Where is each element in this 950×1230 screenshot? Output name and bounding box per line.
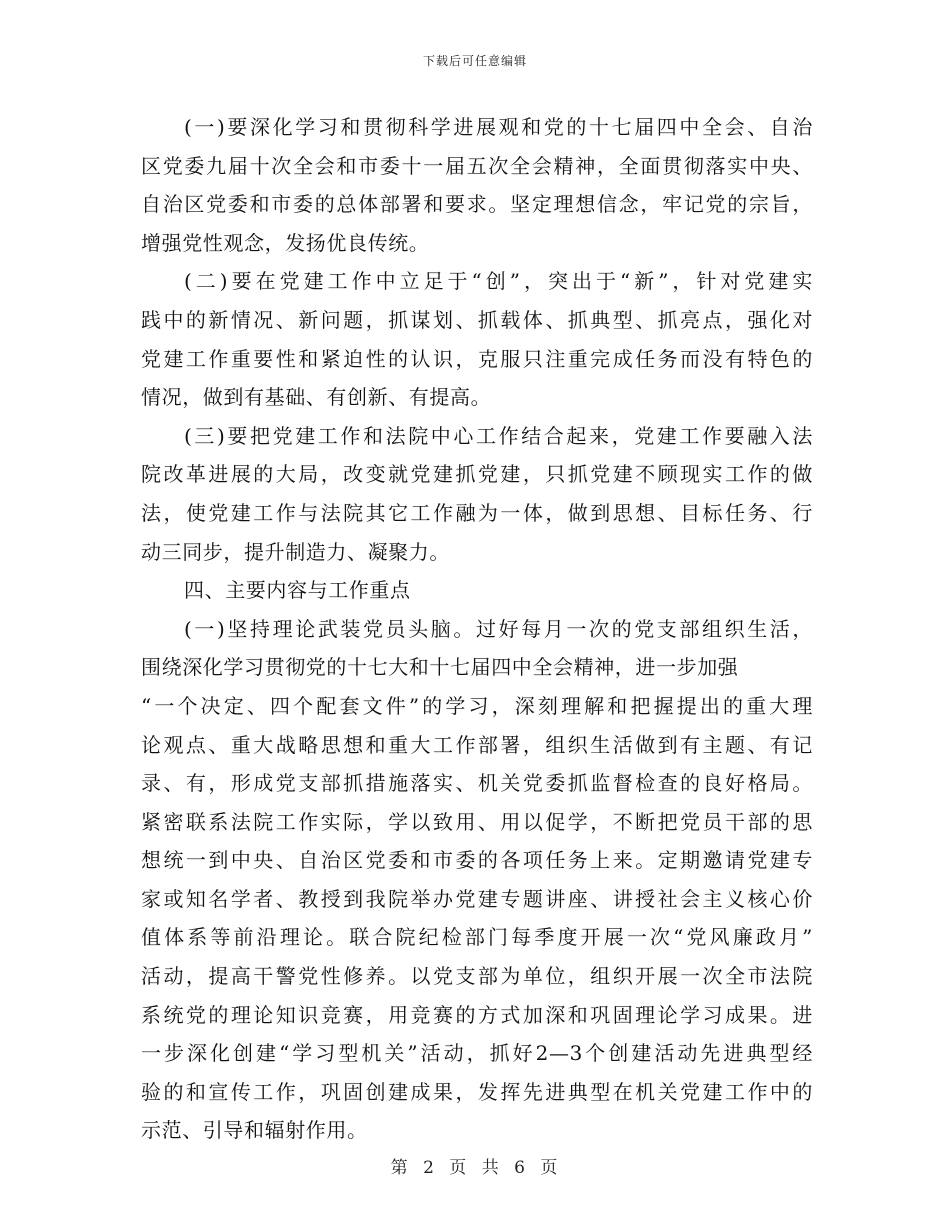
paragraph-line: “一个决定、四个配套文件”的学习，深刻理解和把握提出的重大理 (141, 693, 813, 718)
document-body (141, 108, 813, 1150)
paragraph-line: 围绕深化学习贯彻党的十七大和十七届四中全会精神，进一步加强 (141, 655, 739, 680)
paragraph-line: 值体系等前沿理论。联合院纪检部门每季度开展一次“党风廉政月” (141, 925, 813, 950)
paragraph-line: 党建工作重要性和紧迫性的认识，克服只注重完成任务而没有特色的 (141, 346, 813, 371)
paragraph-line: 一步深化创建“学习型机关”活动，抓好2—3个创建活动先进典型经 (141, 1041, 813, 1066)
paragraph-line: 紧密联系法院工作实际，学以致用、用以促学，不断把党员干部的思 (141, 809, 813, 834)
paragraph-line: 区党委九届十次全会和市委十一届五次全会精神，全面贯彻落实中央、 (141, 153, 813, 178)
paragraph-line: 动三同步，提升制造力、凝聚力。 (141, 539, 450, 564)
paragraph-line: 验的和宣传工作，巩固创建成果，发挥先进典型在机关党建工作中的 (141, 1079, 813, 1104)
paragraph-line: 想统一到中央、自治区党委和市委的各项任务上来。定期邀请党建专 (141, 848, 813, 873)
paragraph-line: (二)要在党建工作中立足于“创”，突出于“新”，针对党建实 (184, 269, 813, 294)
paragraph-line: (三)要把党建工作和法院中心工作结合起来，党建工作要融入法 (184, 423, 813, 448)
paragraph-line: 录、有，形成党支部抓措施落实、机关党委抓监督检查的良好格局。 (141, 771, 813, 796)
paragraph-line: 论观点、重大战略思想和重大工作部署，组织生活做到有主题、有记 (141, 732, 813, 757)
section-heading: 四、主要内容与工作重点 (184, 578, 411, 603)
paragraph-line: 增强党性观念，发扬优良传统。 (141, 230, 430, 255)
paragraph-line: 践中的新情况、新问题，抓谋划、抓载体、抓典型、抓亮点，强化对 (141, 307, 813, 332)
page-number-footer: 第 2 页 共 6 页 (390, 1158, 560, 1178)
paragraph-line: 情况，做到有基础、有创新、有提高。 (141, 385, 492, 410)
paragraph-line: 系统党的理论知识竞赛，用竞赛的方式加深和巩固理论学习成果。进 (141, 1002, 813, 1027)
paragraph-line: 家或知名学者、教授到我院举办党建专题讲座、讲授社会主义核心价 (141, 886, 813, 911)
paragraph-line: (一)要深化学习和贯彻科学进展观和党的十七届四中全会、自治 (184, 115, 813, 139)
page-header: 下载后可任意编辑 (422, 54, 527, 68)
paragraph-line: 自治区党委和市委的总体部署和要求。坚定理想信念，牢记党的宗旨， (141, 192, 813, 217)
paragraph-line: 示范、引导和辐射作用。 (141, 1118, 368, 1143)
paragraph-line: 院改革进展的大局，改变就党建抓党建，只抓党建不顾现实工作的做 (141, 462, 813, 487)
paragraph-line: 活动，提高干警党性修养。以党支部为单位，组织开展一次全市法院 (141, 964, 813, 989)
paragraph-line: 法，使党建工作与法院其它工作融为一体，做到思想、目标任务、行 (141, 500, 813, 525)
paragraph-line: (一)坚持理论武装党员头脑。过好每月一次的党支部组织生活， (184, 616, 813, 641)
